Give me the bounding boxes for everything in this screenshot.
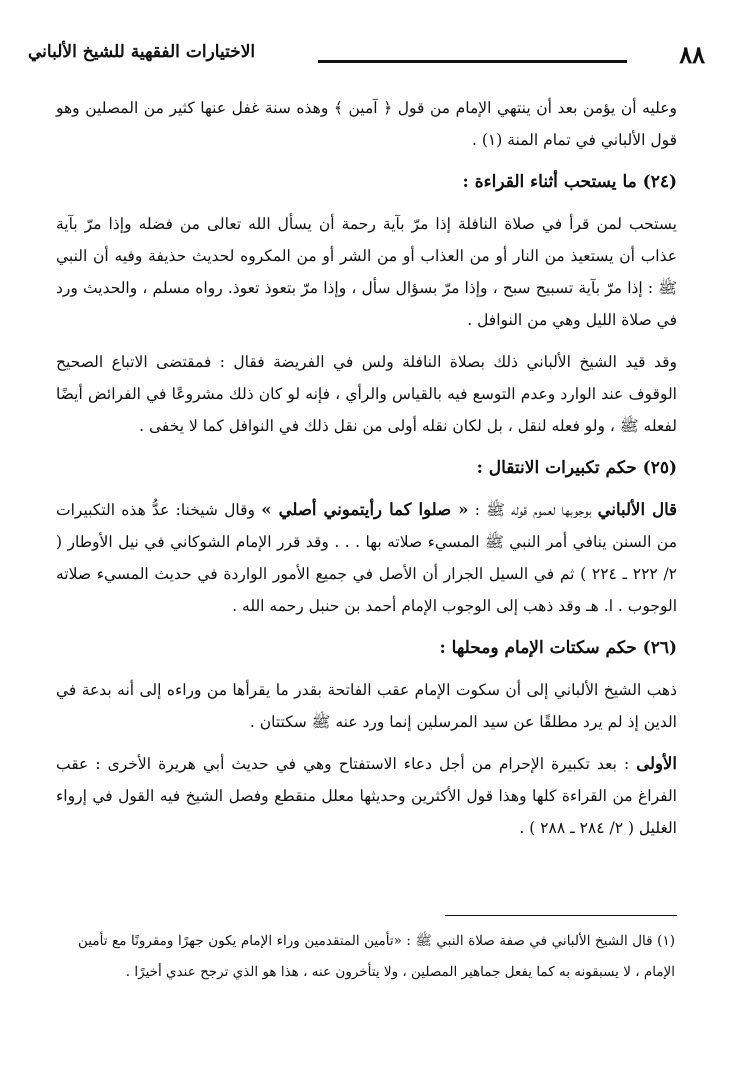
paragraph: وقد قيد الشيخ الألباني ذلك بصلاة النافلة ولس في الفريضة فقال : فمقتضى الاتباع الصحيح الوقوف عند الوارد وعدم التوسع فيه بالقياس والرأي ، فإنه لو كان ذلك مشروعًا في الفرائض أيضًا لفعله ﷺ ، ولو فعله لنقل ، بل لكان نقله أولى من نقل ذلك في النوافل كما لا يخفى . bbox=[56, 353, 677, 435]
page-header bbox=[28, 38, 705, 78]
section-heading: (٢٦) حكم سكتات الإمام ومحلها : bbox=[439, 638, 677, 658]
paragraph-text: بوجوبها لعموم قوله ﷺ : bbox=[468, 501, 598, 519]
lead-phrase: الأولى bbox=[636, 754, 677, 773]
hadith-quote: « صلوا كما رأيتموني أصلي » bbox=[261, 500, 469, 519]
paragraph bbox=[56, 748, 677, 844]
section-heading: (٢٤) ما يستحب أثناء القراءة : bbox=[462, 172, 677, 192]
footnote-rule bbox=[445, 915, 677, 916]
main-text bbox=[56, 92, 677, 854]
paragraph: ذهب الشيخ الألباني إلى أن سكوت الإمام عقب الفاتحة بقدر ما يقرأها من وراءه إلى أنه بدعة في الدين إذ لم يرد مطلقًا عن سيد المرسلين إنما ورد عنه ﷺ سكتتان . bbox=[56, 681, 677, 731]
header-rule bbox=[318, 60, 627, 63]
paragraph: وعليه أن يؤمن بعد أن ينتهي الإمام من قول ﴿ آمين ﴾ وهذه سنة غفل عنها كثير من المصلين وهو قول الألباني في تمام المنة (١) . bbox=[56, 99, 677, 149]
paragraph-text: : بعد تكبيرة الإحرام من أجل دعاء الاستفتاح وهي في حديث أبي هريرة الأخرى : عقب الفراغ من القراءة كلها وهذا قول الأكثرين وحديثها معلل منقطع وفصل الشيخ فيه القول في إرواء الغليل ( ٢/ ٢٨٤ ـ ٢٨٨ ) . bbox=[56, 755, 677, 837]
page-number: ٨٨ bbox=[679, 40, 705, 69]
footnote-text: (١) قال الشيخ الألباني في صفة صلاة النبي ﷺ : «تأمين المتقدمين وراء الإمام يكون جهرًا ومقرونًا مع تأمين الإمام ، لا يسبقونه به كما يفعل جماهير المصلين ، ولا يتأخرون عنه ، هذا هو الذي ترجح عندي أخيرًا . bbox=[78, 933, 675, 980]
paragraph-text: وقال شيخنا: عدُّ هذه التكبيرات من السنن ينافي أمر النبي ﷺ المسيء صلاته بها . . . وقد قرر الإمام الشوكاني في نيل الأوطار ( ٢/ ٢٢٢ ـ ٢٢٤ ) ثم في السيل الجرار أن الأصل في جميع الأمور الواردة في حديث المسيء صلاته الوجوب . ا. هـ وقد ذهب إلى الوجوب الإمام أحمد بن حنبل رحمه الله . bbox=[56, 501, 677, 615]
paragraph bbox=[56, 494, 677, 622]
footnote bbox=[78, 926, 675, 988]
paragraph: يستحب لمن قرأ في صلاة النافلة إذا مرّ بآية رحمة أن يسأل الله تعالى من فضله وإذا مرّ بآية عذاب أن يستعيذ من النار أو من العذاب أو من الشر أو من المكروه لحديث حذيفة وفيه أن النبي ﷺ : إذا مرّ بآية تسبيح سبح ، وإذا مرّ بسؤال سأل ، وإذا مرّ بتعوذ تعوذ. رواه مسلم ، والحديث ورد في صلاة الليل وهي من النوافل . bbox=[56, 215, 677, 329]
running-title: الاختيارات الفقهية للشيخ الألباني bbox=[28, 42, 256, 62]
lead-phrase: قال الألباني bbox=[597, 500, 677, 519]
section-heading: (٢٥) حكم تكبيرات الانتقال : bbox=[476, 458, 677, 478]
